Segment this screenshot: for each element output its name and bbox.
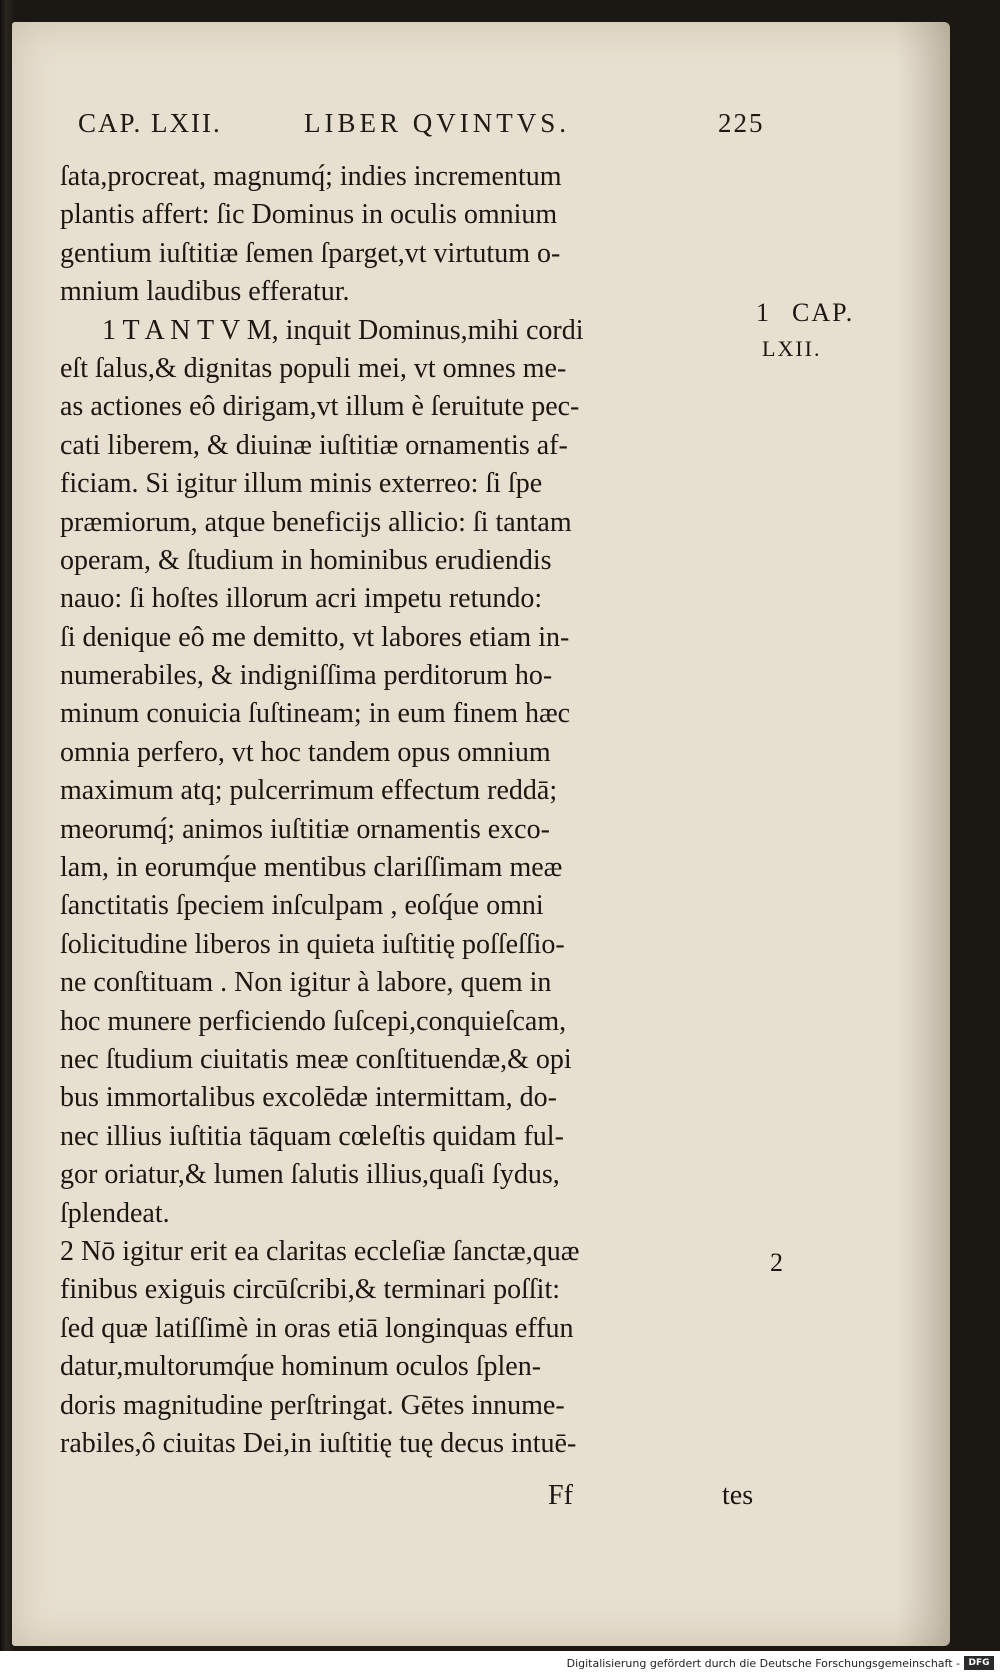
text-line: meorumq́; animos iuſtitiæ ornamentis exco- bbox=[60, 813, 550, 845]
catchword: tes bbox=[722, 1480, 754, 1511]
text-line: operam, & ſtudium in hominibus erudiendis bbox=[60, 544, 552, 576]
text-line: cati liberem, & diuinæ iuſtitiæ ornamentis af- bbox=[60, 429, 568, 461]
text-line: nec illius iuſtitia tāquam cœleſtis quidam ful- bbox=[60, 1120, 564, 1152]
text-line: ficiam. Si igitur illum minis exterreo: ſi ſpe bbox=[60, 468, 543, 500]
text-line: numerabiles, & indigniſſima perditorum ho- bbox=[60, 660, 553, 692]
signature-mark: Ff bbox=[548, 1480, 573, 1511]
text-line: plantis affert: ſic Dominus in oculis omnium bbox=[60, 199, 558, 231]
dfg-logo: DFG bbox=[964, 1656, 994, 1670]
text-line: 1 T A N T V M, inquit Dominus,mihi cordi bbox=[102, 314, 584, 346]
text-line: rabiles,ô ciuitas Dei,in iuſtitię tuę decus intuē- bbox=[60, 1427, 577, 1459]
text-line: lam, in eorumq́ue mentibus clariſſimam meæ bbox=[60, 852, 563, 884]
text-line: ſanctitatis ſpeciem inſculpam , eoſq́ue omni bbox=[60, 890, 544, 922]
running-header bbox=[72, 108, 772, 144]
text-line: maximum atq; pulcerrimum effectum reddā; bbox=[60, 775, 558, 807]
margin-note-cap: CAP. bbox=[792, 298, 855, 327]
text-line: minum conuicia ſuſtineam; in eum finem hæc bbox=[60, 698, 571, 730]
text-line: omnia perfero, vt hoc tandem opus omnium bbox=[60, 736, 551, 768]
header-chapter: CAP. LXII. bbox=[78, 108, 222, 138]
book-page bbox=[12, 22, 950, 1646]
margin-note-number: 1 bbox=[756, 298, 771, 327]
text-line: ſplendeat. bbox=[60, 1197, 170, 1229]
text-line: præmiorum, atque beneficijs allicio: ſi tantam bbox=[60, 506, 572, 538]
text-line: nec ſtudium ciuitatis meæ conſtituendæ,& opi bbox=[60, 1043, 572, 1075]
text-line: ſed quæ latiſſimè in oras etiā longinquas effun bbox=[60, 1312, 574, 1344]
text-line: eſt ſalus,& dignitas populi mei, vt omnes me- bbox=[60, 352, 567, 384]
text-line: 2 Nō igitur erit ea claritas eccleſiæ ſanctæ,quæ bbox=[60, 1235, 580, 1267]
text-line: ſata,procreat, magnumq́; indies incrementum bbox=[60, 161, 562, 192]
margin-note-number: 2 bbox=[770, 1248, 785, 1277]
body-text bbox=[60, 158, 770, 1463]
footer-credit: Digitalisierung gefördert durch die Deutsche Forschungsgemeinschaft - bbox=[566, 1657, 960, 1670]
text-line: ſi denique eô me demitto, vt labores etiam in- bbox=[60, 621, 570, 653]
header-title: LIBER QVINTVS. bbox=[304, 108, 570, 138]
text-line: hoc munere perficiendo ſuſcepi,conquieſcam, bbox=[60, 1005, 567, 1037]
text-line: ſolicitudine liberos in quieta iuſtitię poſſeſſio- bbox=[60, 928, 565, 960]
text-line: nauo: ſi hoſtes illorum acri impetu retundo: bbox=[60, 583, 543, 615]
margin-note-chapter: LXII. bbox=[762, 336, 822, 361]
digitization-footer bbox=[0, 1651, 1000, 1676]
text-line: ne conſtituam . Non igitur à labore, quem in bbox=[60, 967, 552, 999]
text-line: as actiones eô dirigam,vt illum è ſeruitute pec- bbox=[60, 391, 580, 423]
page-number: 225 bbox=[718, 108, 765, 138]
text-line: gentium iuſtitiæ ſemen ſparget,vt virtutum o- bbox=[60, 237, 561, 269]
text-line: doris magnitudine perſtringat. Gētes innume- bbox=[60, 1389, 565, 1421]
text-line: gor oriatur,& lumen ſalutis illius,quaſi ſydus, bbox=[60, 1159, 560, 1191]
text-line: finibus exiguis circūſcribi,& terminari poſſit: bbox=[60, 1274, 561, 1306]
text-line: bus immortalibus excolēdæ intermittam, do- bbox=[60, 1082, 557, 1114]
text-line: mnium laudibus efferatur. bbox=[60, 276, 350, 308]
text-line: datur,multorumq́ue hominum oculos ſplen- bbox=[60, 1351, 542, 1383]
